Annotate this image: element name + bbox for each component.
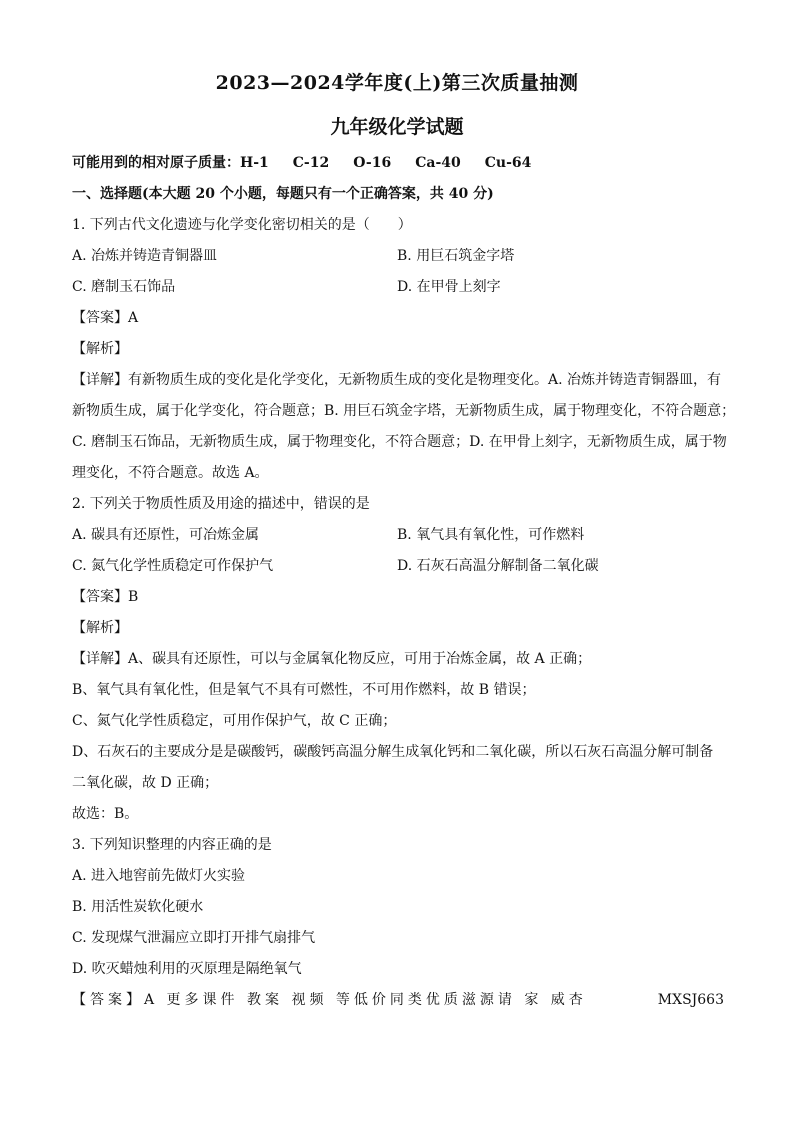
q2-answer: 【答案】B <box>72 589 139 605</box>
atomic-mass-line <box>72 148 724 179</box>
q1-detail-line: 新物质生成，属于化学变化，符合题意；B. 用巨石筑金字塔，无新物质生成，属于物理变化，不符合题意； <box>72 403 736 419</box>
q1-options-row <box>72 272 724 303</box>
q2-detail-line: D、石灰石的主要成分是是碳酸钙，碳酸钙高温分解生成氧化钙和二氧化碳，所以石灰石高温分解可制备 <box>72 744 714 760</box>
q1-options-row <box>72 241 724 272</box>
q2-options-row <box>72 551 724 582</box>
atomic-mass-item: Cu-64 <box>484 155 532 171</box>
q2-option-c: C. 氮气化学性质稳定可作保护气 <box>72 558 274 574</box>
q2-option-b: B. 氧气具有氧化性，可作燃料 <box>397 527 585 543</box>
q3-option-b: B. 用活性炭软化硬水 <box>72 899 204 915</box>
q2-stem: 2. 下列关于物质性质及用途的描述中，错误的是 <box>72 496 370 512</box>
q2-detail-line: B、氧气具有氧化性，但是氧气不具有可燃性，不可用作燃料，故 B 错误； <box>72 682 536 698</box>
q2-option-d: D. 石灰石高温分解制备二氧化碳 <box>397 558 599 574</box>
q3-option-c: C. 发现煤气泄漏应立即打开排气扇排气 <box>72 930 316 946</box>
q1-option-c: C. 磨制玉石饰品 <box>72 279 176 295</box>
q3-answer-row <box>72 985 724 1016</box>
atomic-mass-item: C-12 <box>292 155 330 171</box>
q1-detail-line: C. 磨制玉石饰品，无新物质生成，属于物理变化，不符合题意；D. 在甲骨上刻字，无新物质生成，属于物 <box>72 434 727 450</box>
atomic-mass-label: 可能用到的相对原子质量： <box>72 155 240 171</box>
atomic-mass-item: Ca-40 <box>415 155 461 171</box>
q3-answer: 【答案】A 更多课件 教案 视频 等低价同类优质滋源请 家 威杏 <box>72 992 587 1008</box>
q2-options-row <box>72 520 724 551</box>
q1-detail-line: 【详解】有新物质生成的变化是化学变化，无新物质生成的变化是物理变化。A. 冶炼并铸造青铜器皿，有 <box>72 372 722 388</box>
atomic-mass-item: O-16 <box>353 155 392 171</box>
section-heading: 一、选择题(本大题 20 个小题，每题只有一个正确答案，共 40 分) <box>72 186 494 202</box>
q1-answer: 【答案】A <box>72 310 139 326</box>
q1-option-a: A. 冶炼并铸造青铜器皿 <box>72 248 218 264</box>
exam-content <box>72 148 736 1016</box>
exam-title: 2023—2024学年度(上)第三次质量抽测 <box>215 72 579 94</box>
q2-detail-line: C、氮气化学性质稳定，可用作保护气，故 C 正确； <box>72 713 397 729</box>
q2-option-a: A. 碳具有还原性，可冶炼金属 <box>72 527 260 543</box>
q3-option-a: A. 进入地窖前先做灯火实验 <box>72 868 246 884</box>
watermark-code: MXSJ663 <box>657 992 724 1008</box>
q2-detail-line: 故选：B。 <box>72 806 139 822</box>
atomic-mass-item: H-1 <box>240 155 269 171</box>
q3-stem: 3. 下列知识整理的内容正确的是 <box>72 837 272 853</box>
q1-analysis-label: 【解析】 <box>72 341 128 357</box>
q1-option-d: D. 在甲骨上刻字 <box>397 279 501 295</box>
q3-option-d: D. 吹灭蜡烛利用的灭原理是隔绝氧气 <box>72 961 302 977</box>
q1-detail-line: 理变化，不符合题意。故选 A。 <box>72 465 269 481</box>
q2-analysis-label: 【解析】 <box>72 620 128 636</box>
q2-detail-line: 二氧化碳，故 D 正确； <box>72 775 219 791</box>
q1-stem: 1. 下列古代文化遗迹与化学变化密切相关的是（ ） <box>72 217 412 233</box>
exam-subtitle: 九年级化学试题 <box>330 116 464 138</box>
q1-option-b: B. 用巨石筑金字塔 <box>397 248 515 264</box>
q2-detail-line: 【详解】A、碳具有还原性，可以与金属氧化物反应，可用于冶炼金属，故 A 正确； <box>72 651 592 667</box>
